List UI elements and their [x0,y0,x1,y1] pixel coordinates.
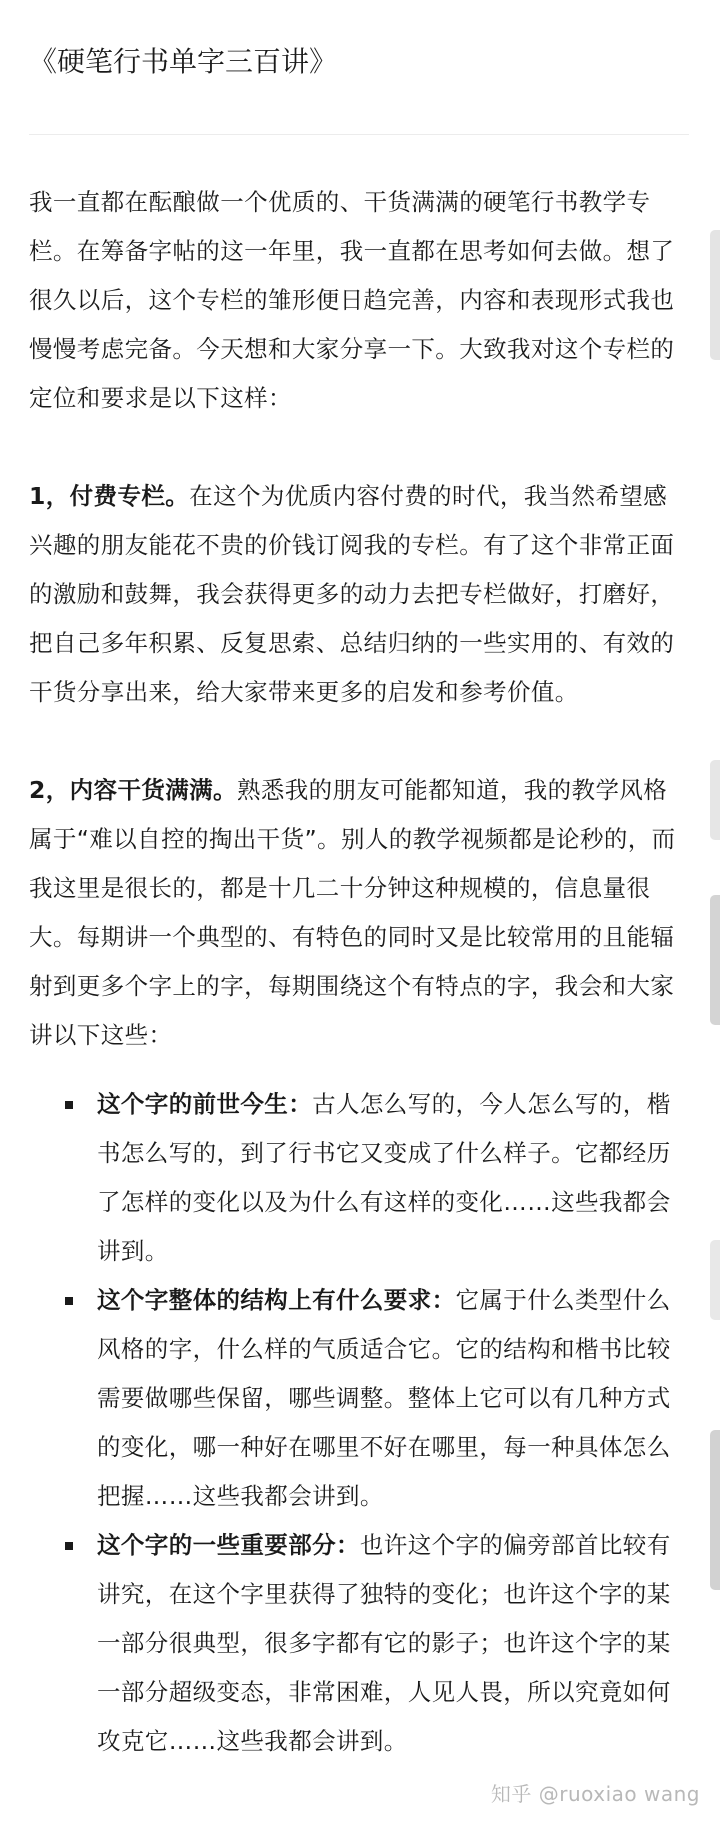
article-title: 《硬笔行书单字三百讲》 [29,45,338,78]
point-2-text: 熟悉我的朋友可能都知道，我的教学风格属于“难以自控的掏出干货”。别人的教学视频都是论秒的，而我这里是很长的，都是十几二十分钟这种规模的，信息量很大。每期讲一个典型的、有特色的同时又是比较常用的且能辐射到更多个字上的字，每期围绕这个有特点的字，我会和大家讲以下这些： [29,776,676,1049]
bullet-text: 古人怎么写的，今人怎么写的，楷书怎么写的，到了行书它又变成了什么样子。它都经历了怎样的变化以及为什么有这样的变化……这些我都会讲到。 [97,1090,671,1265]
bullet-text: 它属于什么类型什么风格的字，什么样的气质适合它。它的结构和楷书比较需要做哪些保留，哪些调整。整体上它可以有几种方式的变化，哪一种好在哪里不好在哪里，每一种具体怎么把握……这些我都会讲到。 [97,1286,671,1510]
intro-paragraph: 我一直都在酝酿做一个优质的、干货满满的硬笔行书教学专栏。在筹备字帖的这一年里，我一直都在思考如何去做。想了很久以后，这个专栏的雏形便日趋完善，内容和表现形式我也慢慢考虑完备。今天想和大家分享一下。大致我对这个专栏的定位和要求是以下这样： [29,188,675,412]
point-2-label: 2，内容干货满满。 [29,776,237,804]
content-bullet-list [29,1080,689,1766]
edge-tab [710,895,720,1025]
point-1-paragraph [29,472,689,717]
point-1-text: 在这个为优质内容付费的时代，我当然希望感兴趣的朋友能花不贵的价钱订阅我的专栏。有了这个非常正面的激励和鼓舞，我会获得更多的动力去把专栏做好，打磨好，把自己多年积累、反复思索、总结归纳的一些实用的、有效的干货分享出来，给大家带来更多的启发和参考价值。 [29,482,675,706]
square-bullet-icon [65,1101,73,1109]
title-divider [29,134,689,135]
square-bullet-icon [65,1297,73,1305]
bullet-label: 这个字的一些重要部分： [97,1531,360,1559]
edge-tab [710,760,720,840]
list-item [29,1080,689,1276]
square-bullet-icon [65,1542,73,1550]
edge-tab [710,1240,720,1320]
bullet-text: 也许这个字的偏旁部首比较有讲究，在这个字里获得了独特的变化；也许这个字的某一部分很典型，很多字都有它的影子；也许这个字的某一部分超级变态，非常困难，人见人畏，所以究竟如何攻克它……这些我都会讲到。 [97,1531,671,1755]
bullet-label: 这个字整体的结构上有什么要求： [97,1286,456,1314]
point-1-label: 1，付费专栏。 [29,482,190,510]
edge-tab [710,1430,720,1590]
point-2-paragraph [29,766,689,1060]
edge-tab [710,230,720,360]
bullet-label: 这个字的前世今生： [97,1090,313,1118]
list-item [29,1521,689,1766]
list-item [29,1276,689,1521]
watermark: 知乎 @ruoxiao wang [490,1782,700,1806]
article [29,0,689,1766]
